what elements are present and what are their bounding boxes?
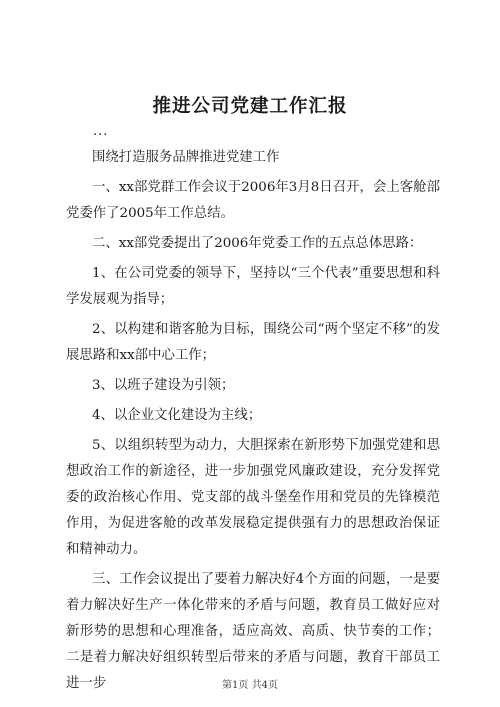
- document-title: 推进公司党建工作汇报: [152, 96, 348, 117]
- paragraph-2: 二、xx部党委提出了2006年党委工作的五点总体思路：: [92, 236, 423, 251]
- paragraph-subtitle: 围绕打造服务品牌推进党建工作: [92, 150, 280, 165]
- document-body: [66, 145, 440, 701]
- paragraph-3: 三、工作会议提出了要着力解决好4个方面的问题，一是要着力解决好生产一体化带来的矛盾与问题，教育员工做好应对新形势的思想和心理准备，适应高效、高质、快节奏的工作；二是着力解决好组织转型后带来的矛盾与问题，教育干部员工进一步: [66, 572, 440, 691]
- paragraph-item-4: 4、以企业文化建设为主线；: [92, 408, 262, 423]
- paragraph-item-5: 5、以组织转型为动力，大胆探索在新形势下加强党建和思想政治工作的新途径，进一步加强党风廉政建设，充分发挥党委的政治核心作用、党支部的战斗堡垒作用和党员的先锋模范作用，为促进客舱的改革发展稳定提供强有力的思想政治保证和精神动力。: [66, 438, 440, 557]
- paragraph-item-2: 2、以构建和谐客舱为目标，围绕公司“两个坚定不移”的发展思路和xx部中心工作；: [66, 322, 440, 363]
- paragraph-item-1: 1、在公司党委的领导下，坚持以“三个代表”重要思想和科学发展观为指导；: [66, 266, 440, 307]
- ellipsis-marker: ...: [93, 124, 109, 139]
- page-footer: 第1页 共4页: [222, 680, 278, 691]
- paragraph-item-3: 3、以班子建设为引领；: [92, 378, 235, 393]
- paragraph-1: 一、xx部党群工作会议于2006年3月8日召开，会上客舱部党委作了2005年工作总结。: [66, 180, 440, 221]
